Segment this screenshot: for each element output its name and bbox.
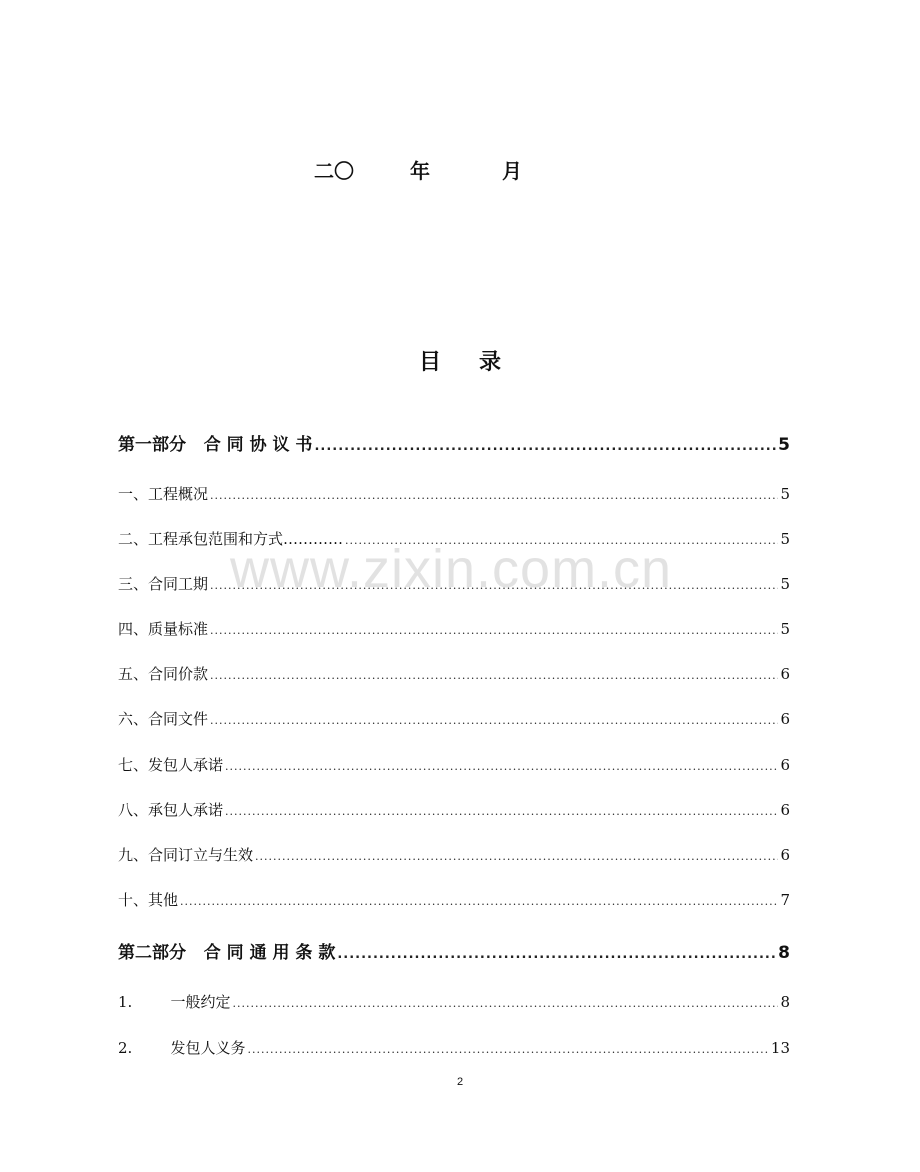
toc-entry-page: 7 [780,891,790,909]
toc-leader [337,947,776,962]
toc-entry-label: 第二部分 合 同 通 用 条 款 [118,943,336,963]
toc-leader [247,1043,768,1056]
toc-leader [210,489,778,502]
toc-entry-page: 6 [780,846,790,864]
toc-leader [345,534,778,547]
toc-leader [225,760,778,773]
toc-leader [210,624,778,637]
toc-entry-page: 5 [780,530,790,548]
toc-title: 目录 [418,350,539,375]
toc-entry[interactable] [118,483,790,504]
toc-entry[interactable] [118,528,790,549]
toc-entry[interactable] [118,889,790,910]
toc-entry-page: 5 [780,620,790,638]
toc-entry-label: 七、发包人承诺 [118,756,224,774]
toc-entry-label: 八、承包人承诺 [118,801,224,819]
toc-entry[interactable] [118,938,790,963]
watermark: www.zixin.com.cn [230,539,673,599]
toc-leader [180,895,778,908]
toc-entry-page: 6 [780,665,790,683]
toc-entry-page: 5 [780,575,790,593]
toc-leader [225,805,778,818]
toc-leader [210,579,778,592]
date-line [0,155,920,185]
toc-entry[interactable] [118,663,790,684]
toc-entry-label: 六、合同文件 [118,710,209,728]
toc-entry-label: 1. 一般约定 [118,993,231,1011]
toc-entry-label: 九、合同订立与生效 [118,846,254,864]
toc-entry-label: 二、工程承包范围和方式………… [118,530,344,548]
toc-entry-page: 6 [780,756,790,774]
toc-entry[interactable] [118,991,790,1012]
toc-leader [232,997,778,1010]
toc-entry[interactable] [118,1037,790,1058]
toc-entry-page: 5 [778,435,790,455]
toc-entry-page: 6 [780,801,790,819]
toc-entry[interactable] [118,799,790,820]
toc-entry-page: 8 [780,993,790,1011]
toc-entry-page: 5 [780,485,790,503]
toc-entry-label: 2. 发包人义务 [118,1039,246,1057]
toc-entry-page: 13 [770,1039,790,1057]
toc-leader [255,850,778,863]
toc-entry-label: 十、其他 [118,891,179,909]
date-year-label: 年 [410,159,430,183]
toc-entry[interactable] [118,844,790,865]
toc-entry-label: 第一部分 合 同 协 议 书 [118,435,313,455]
toc-leader [314,439,776,454]
toc-entry-label: 四、质量标准 [118,620,209,638]
toc-entry[interactable] [118,430,790,455]
toc-entry[interactable] [118,754,790,775]
toc-leader [210,714,778,727]
date-year-prefix: 二〇 [314,159,354,183]
date-month-label: 月 [502,159,522,183]
toc-entry-page: 8 [778,943,790,963]
toc-entry[interactable] [118,618,790,639]
toc-entry-label: 一、工程概况 [118,485,209,503]
toc-entry[interactable] [118,708,790,729]
toc-entry[interactable] [118,573,790,594]
toc-entry-page: 6 [780,710,790,728]
toc-entry-label: 三、合同工期 [118,575,209,593]
toc-entry-label: 五、合同价款 [118,665,209,683]
page-number: 2 [456,1076,464,1088]
toc-leader [210,669,778,682]
